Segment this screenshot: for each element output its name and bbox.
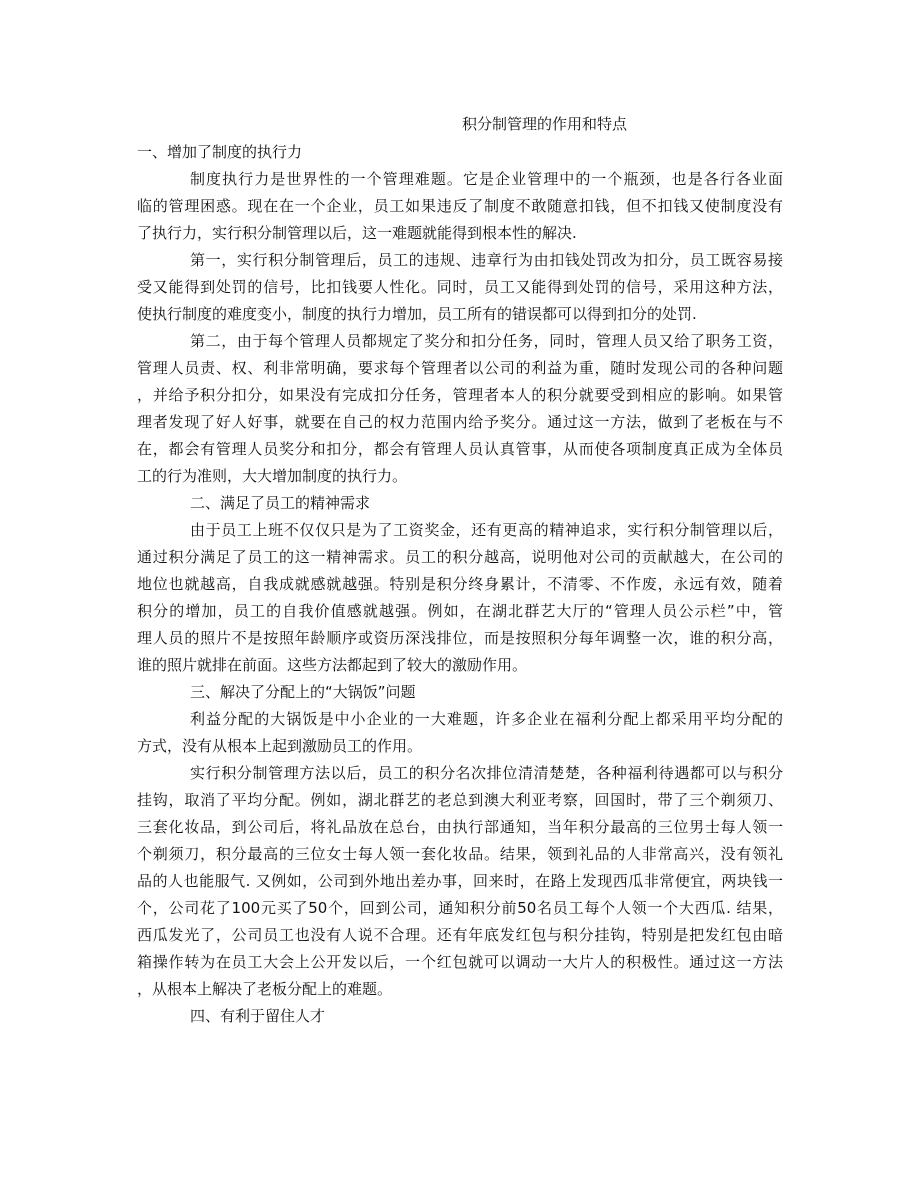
paragraph (137, 247, 783, 328)
text-line: 挂钩，取消了平均分配。例如，湖北群艺的老总到澳大利亚考察，回国时，带了三个剃须刀、 (137, 791, 783, 809)
text-line: 第一，实行积分制管理后，员工的违规、违章行为由扣钱处罚改为扣分，员工既容易接 (190, 251, 783, 269)
text-line: 制度执行力是世界性的一个管理难题。它是企业管理中的一个瓶颈，也是各行各业面 (190, 170, 783, 188)
text-line: 箱操作转为在员工大会上公开发以后，一个红包就可以调动一大片人的积极性。通过这一方法 (137, 953, 783, 971)
heading-text: 二、满足了员工的精神需求 (190, 494, 371, 512)
text-line: 受又能得到处罚的信号，比扣钱要人性化。同时，员工又能得到处罚的信号，采用这种方法， (137, 278, 783, 296)
paragraph (137, 706, 783, 760)
section-heading (137, 139, 783, 166)
text-line: 理者发现了好人好事，就要在自己的权力范围内给予奖分。通过这一方法，做到了老板在与不 (137, 413, 783, 431)
text-line: 工的行为准则，大大增加制度的执行力。 (137, 467, 408, 485)
paragraph (137, 517, 783, 679)
section-heading (137, 1003, 783, 1030)
text-line: 个，公司花了100元买了50个，回到公司，通知积分前50名员工每个人领一个大西瓜. 结果， (137, 899, 783, 917)
section-heading (137, 490, 783, 517)
text-line: 方式，没有从根本上起到激励员工的作用。 (137, 737, 423, 755)
text-line: 临的管理困惑。现在在一个企业，员工如果违反了制度不敢随意扣钱，但不扣钱又使制度没有 (137, 197, 783, 215)
paragraph (137, 166, 783, 247)
text-line: 三套化妆品，到公司后，将礼品放在总台，由执行部通知，当年积分最高的三位男士每人领一 (137, 818, 783, 836)
text-line: 个剃须刀，积分最高的三位女士每人领一套化妆品。结果，领到礼品的人非常高兴，没有领礼 (137, 845, 783, 863)
text-line: 使执行制度的难度变小，制度的执行力增加，员工所有的错误都可以得到扣分的处罚. (137, 305, 697, 323)
text-line: 通过积分满足了员工的这一精神需求。员工的积分越高，说明他对公司的贡献越大，在公司的 (137, 548, 783, 566)
text-line: 实行积分制管理方法以后，员工的积分名次排位清清楚楚，各种福利待遇都可以与积分 (190, 764, 783, 782)
text-line: 由于员工上班不仅仅只是为了工资奖金，还有更高的精神追求，实行积分制管理以后， (190, 521, 783, 539)
text-line: 利益分配的大锅饭是中小企业的一大难题，许多企业在福利分配上都采用平均分配的 (190, 710, 783, 728)
heading-text: 一、增加了制度的执行力 (137, 143, 303, 161)
text-line: 品的人也能服气. 又例如，公司到外地出差办事，回来时，在路上发现西瓜非常便宜，两块钱一 (137, 872, 783, 890)
section-heading (137, 679, 783, 706)
text-line: 理人员的照片不是按照年龄顺序或资历深浅排位，而是按照积分每年调整一次，谁的积分高， (137, 629, 783, 647)
heading-text: 四、有利于留住人才 (190, 1007, 326, 1025)
heading-text: 三、解决了分配上的“大锅饭”问题 (190, 683, 416, 701)
document-body (137, 139, 783, 1030)
text-line: ，并给予积分扣分，如果没有完成扣分任务，管理者本人的积分就要受到相应的影响。如果管 (137, 386, 783, 404)
text-line: 管理人员责、权、利非常明确，要求每个管理者以公司的利益为重，随时发现公司的各种问题 (137, 359, 783, 377)
text-line: 在，都会有管理人员奖分和扣分，都会有管理人员认真管事，从而使各项制度真正成为全体员 (137, 440, 783, 458)
text-line: 西瓜发光了，公司员工也没有人说不合理。还有年底发红包与积分挂钩，特别是把发红包由暗 (137, 926, 783, 944)
paragraph (137, 760, 783, 1003)
text-line: ，从根本上解决了老板分配上的难题。 (137, 980, 393, 998)
text-line: 积分的增加，员工的自我价值感就越强。例如，在湖北群艺大厅的“管理人员公示栏”中，管 (137, 602, 783, 620)
text-line: 了执行力，实行积分制管理以后，这一难题就能得到根本性的解决. (137, 224, 577, 242)
text-line: 谁的照片就排在前面。这些方法都起到了较大的激励作用。 (137, 656, 528, 674)
paragraph (137, 328, 783, 490)
text-line: 地位也就越高，自我成就感就越强。特别是积分终身累计，不清零、不作废，永远有效，随着 (137, 575, 783, 593)
document-title: 积分制管理的作用和特点 (462, 115, 628, 133)
text-line: 第二，由于每个管理人员都规定了奖分和扣分任务，同时，管理人员又给了职务工资， (190, 332, 783, 350)
